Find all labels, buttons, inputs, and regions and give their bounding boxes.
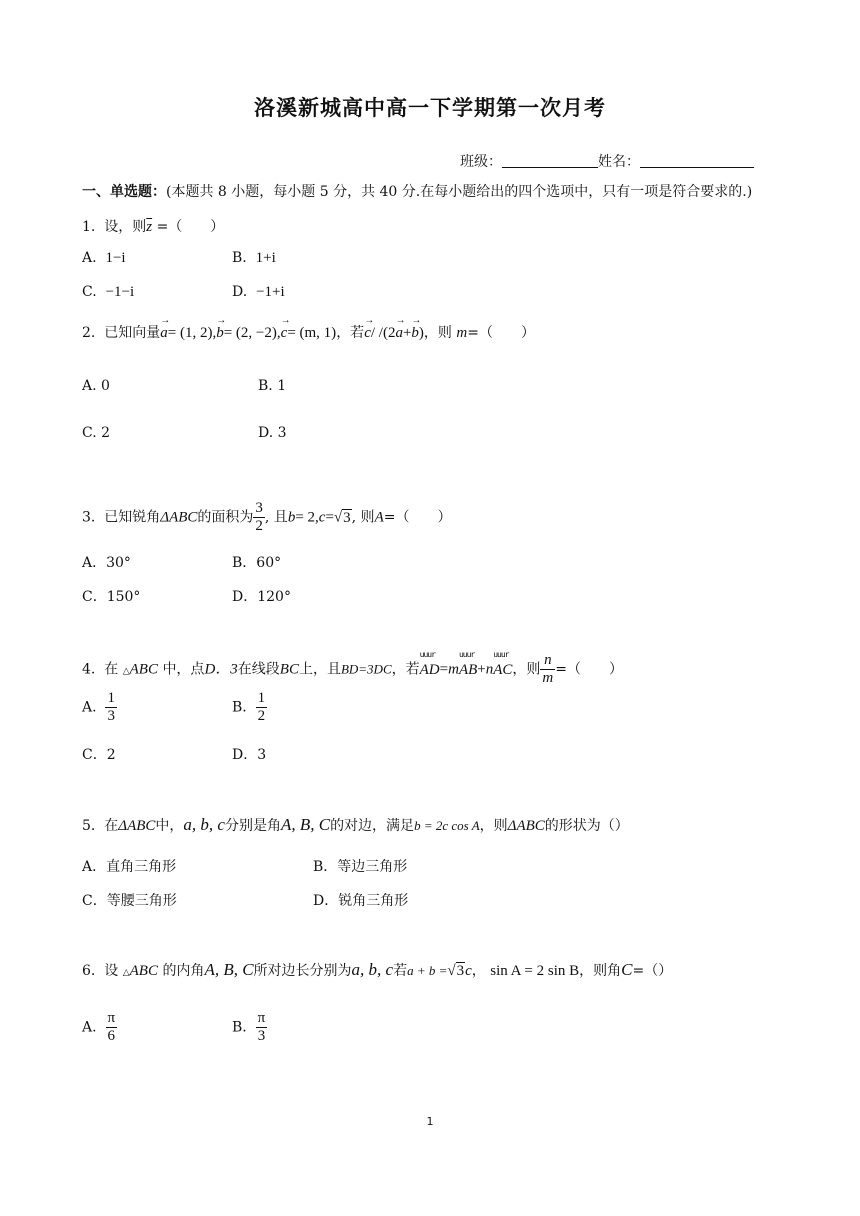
q1-c-label: C. [82, 284, 97, 300]
q1-d-label: D. [232, 284, 248, 300]
q6-cond1: a + b = [407, 963, 448, 978]
q6-mid2: 所对边长分别为 [253, 963, 352, 979]
q5-option-b: B．等边三角形 [313, 859, 408, 875]
q5-ask: 的形状为（） [544, 818, 629, 834]
q3-pre: 已知锐角 [104, 509, 161, 526]
q6-a-fraction: $\frac{\pi}{6}$ [107, 1010, 116, 1044]
q3-c: c [318, 509, 326, 526]
q2-cond-c: → c [364, 315, 375, 341]
q1-c-text: −1−i [105, 284, 135, 300]
q6-b-fraction: $\frac{\pi}{3}$ [257, 1010, 266, 1044]
q4-triangle: ABC [129, 661, 158, 678]
q3-mid2: , 且 [264, 509, 288, 526]
q1-option-d [232, 284, 285, 301]
q4-option-d: D．3 [232, 747, 267, 763]
q3-option-d: D．120° [232, 589, 291, 605]
q6-mid4: ， [471, 963, 486, 979]
q4-plus: + [477, 661, 486, 678]
q1-a-label: A. [82, 250, 97, 266]
q4-vec-ad: uuur AD [419, 649, 440, 678]
q5-cond: b = 2c cos A [414, 818, 480, 833]
q3-ask: =（ ） [383, 509, 452, 526]
q6-a-label: A. [82, 1019, 97, 1036]
q4-point-d: D．3 [204, 661, 238, 678]
q3-option-c: C．150° [82, 589, 141, 605]
q6-cond2: sin A = 2 sin B [490, 963, 580, 979]
q2-option-b: B. 1 [258, 378, 287, 394]
q4-mid5: ，则 [512, 661, 541, 678]
q3-ceq: = [325, 509, 334, 526]
q3-angle-a: A [374, 509, 384, 526]
question-6 [82, 960, 672, 980]
section-title: 一、单选题： [82, 184, 166, 200]
q3-number: 3. [82, 509, 96, 526]
name-blank[interactable] [640, 153, 754, 168]
q4-mid3: 上，且 [298, 661, 341, 678]
q2-vec-b: → b [216, 315, 227, 341]
q3-option-a: A．30° [82, 555, 131, 571]
q4-option-b [232, 690, 267, 725]
q6-mid3: 若 [393, 963, 408, 979]
q6-pre: 设 [104, 963, 119, 979]
q5-mid1: 中， [155, 818, 184, 834]
q2-post: ，则 [423, 325, 452, 341]
q2-cond-end: ) [418, 325, 424, 341]
q5-triangle-2: ΔABC [507, 818, 545, 834]
class-label: 班级： [460, 154, 502, 170]
q4-ask: =（ ） [555, 661, 623, 678]
q1-option-c [82, 284, 134, 301]
q5-option-d: D．锐角三角形 [313, 893, 409, 909]
question-4 [82, 649, 623, 687]
q2-number: 2. [82, 325, 96, 341]
q3-area-fraction: $\frac{3}{2}$ [255, 500, 263, 534]
q2-c-val: = (m, 1) [287, 325, 337, 341]
q2-a-val: = (1, 2), [167, 325, 217, 341]
q1-number: 1. [82, 219, 96, 235]
q6-mid1: 的内角 [162, 963, 205, 979]
q3-beq: = 2, [295, 509, 319, 526]
q4-vec-ac: uuur AC [493, 649, 513, 678]
q1-a-text: 1−i [105, 250, 126, 266]
q2-vec-c: → c [280, 315, 291, 341]
page-title: 洛溪新城高中高一下学期第一次月考 [254, 96, 606, 120]
q4-b-fraction: $\frac{1}{2}$ [257, 690, 266, 724]
q2-option-a: A. 0 [82, 378, 110, 394]
q4-vec-ab: uuur AB [458, 649, 478, 678]
q4-mid4: ，若 [391, 661, 420, 678]
q3-triangle: ΔABC [160, 509, 198, 526]
q3-b: b [287, 509, 296, 526]
q4-option-a [82, 690, 117, 725]
question-1 [82, 216, 224, 236]
q5-angles: A, B, C [280, 815, 331, 834]
q5-pre: 在 [104, 818, 119, 834]
question-2 [82, 315, 535, 342]
section-heading [82, 181, 752, 201]
q4-triangle-symbol: △ [122, 666, 130, 677]
q1-zbar: $\overline{z}$ [146, 219, 153, 235]
name-label: 姓名： [598, 154, 640, 170]
q4-mid2: 在线段 [237, 661, 280, 678]
q2-pre: 已知向量 [104, 325, 161, 341]
q2-mid: ，若 [336, 325, 365, 341]
section-note: (本题共 8 小题，每小题 5 分，共 40 分.在每小题给出的四个选项中，只有一项是符合要求的.) [166, 184, 753, 200]
class-name-line [460, 151, 754, 171]
q4-a-fraction: $\frac{1}{3}$ [107, 690, 115, 724]
q6-triangle-symbol: △ [122, 968, 130, 978]
q2-cond-b: → b [411, 315, 422, 341]
q6-sqrt: √3 [447, 963, 465, 979]
q4-m: m [448, 661, 459, 678]
question-5 [82, 815, 629, 835]
q6-option-b [232, 1010, 267, 1045]
q4-option-c: C．2 [82, 747, 116, 763]
q5-triangle: ΔABC [118, 818, 156, 834]
q6-sides: a, b, c [351, 960, 394, 979]
q5-mid2: 分别是角 [224, 818, 281, 834]
q4-mid1: 中，点 [162, 661, 205, 678]
q6-ask: =（） [632, 963, 673, 979]
q1-option-a [82, 250, 126, 267]
q3-mid1: 的面积为 [197, 509, 254, 526]
q5-option-c: C．等腰三角形 [82, 893, 177, 909]
q6-option-a [82, 1010, 117, 1045]
q4-cond: BD=3DC [340, 661, 392, 677]
q6-mid5: ，则角 [579, 963, 622, 979]
q2-cond-plus: + [402, 325, 412, 341]
page-number: 1 [426, 1115, 434, 1128]
q2-ask: =（ ） [467, 325, 535, 341]
q3-option-b: B．60° [232, 555, 282, 571]
q4-pre: 在 [104, 661, 119, 678]
q2-cond-par: / /(2 [370, 325, 396, 341]
q4-a-label: A. [82, 699, 97, 716]
q6-number: 6. [82, 963, 96, 979]
q6-angle-c: C [621, 960, 633, 979]
q5-mid4: ，则 [479, 818, 508, 834]
q6-angles: A, B, C [204, 960, 254, 979]
q1-option-b [232, 250, 276, 267]
q6-cond1-c: c [465, 963, 472, 979]
q2-cond-a: → a [395, 315, 406, 341]
q4-number: 4. [82, 661, 96, 678]
q6-b-label: B. [232, 1019, 247, 1036]
q5-number: 5. [82, 818, 96, 834]
q1-ask: =（ ） [156, 219, 225, 235]
q2-option-c: C. 2 [82, 425, 111, 441]
q1-b-text: 1+i [255, 250, 276, 266]
q4-bc: BC [279, 661, 299, 678]
q2-vec-a: → a [160, 315, 171, 341]
q5-mid3: 的对边，满足 [330, 818, 415, 834]
q4-b-label: B. [232, 699, 247, 716]
q4-eq: = [439, 661, 449, 678]
q4-n: n [485, 661, 494, 678]
q1-b-label: B. [232, 250, 247, 266]
class-blank[interactable] [502, 153, 598, 168]
q5-sides: a, b, c [183, 815, 225, 834]
q1-stem: 设，则 [104, 219, 147, 235]
q6-triangle: ABC [129, 963, 158, 979]
q1-d-text: −1+i [256, 284, 285, 300]
question-3 [82, 500, 451, 535]
q2-m: m [456, 325, 468, 341]
q3-sqrt: √3 [333, 509, 351, 526]
q3-mid3: , 则 [351, 509, 375, 526]
q4-fraction: $\frac{n}{m}$ [542, 652, 554, 686]
q2-option-d: D. 3 [258, 425, 287, 441]
q5-option-a: A．直角三角形 [82, 859, 177, 875]
q2-b-val: = (2, −2), [223, 325, 281, 341]
